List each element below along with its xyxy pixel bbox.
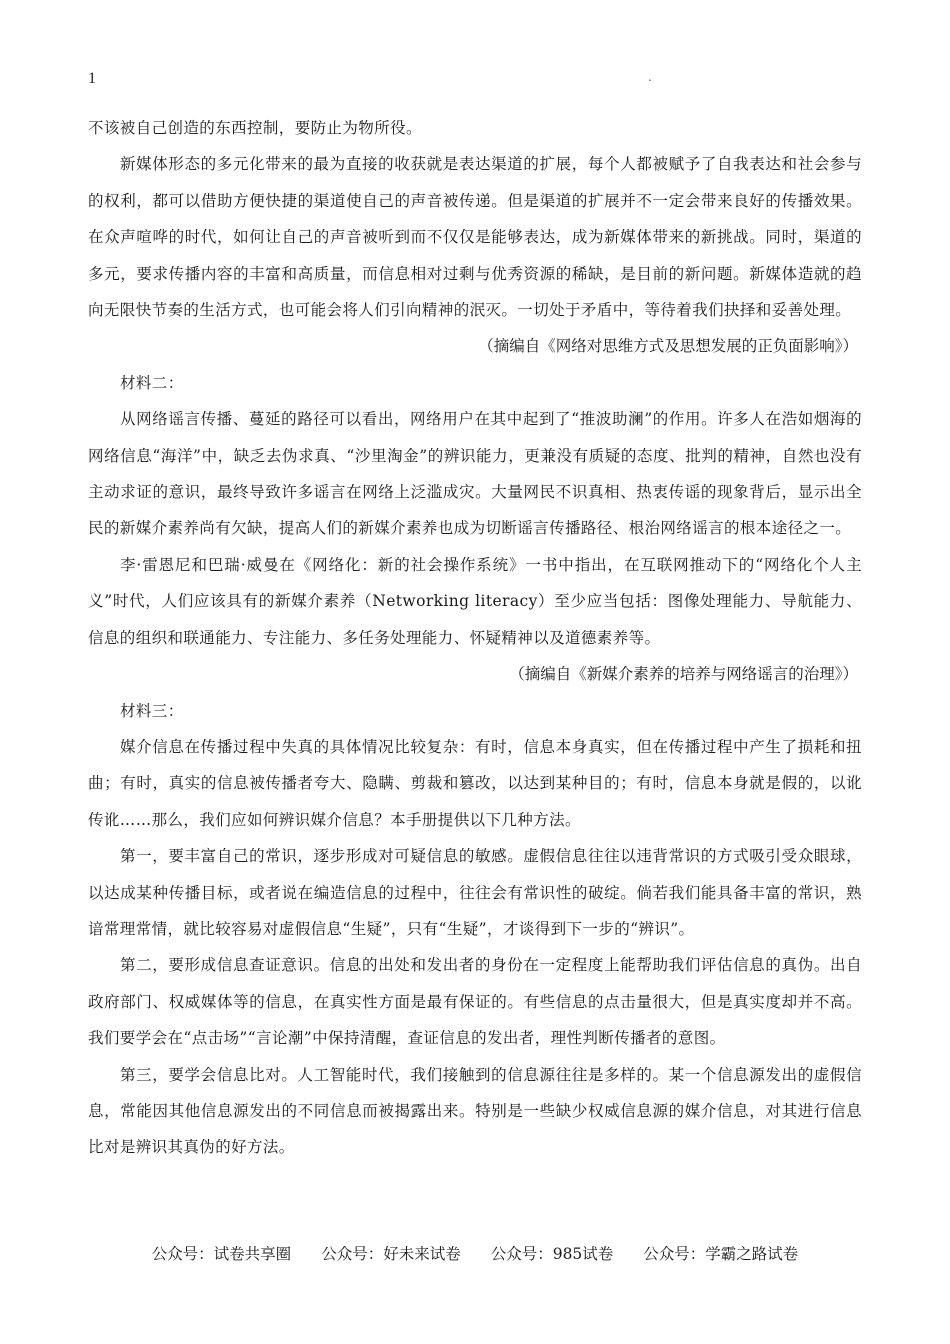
paragraph: 第三，要学会信息比对。人工智能时代，我们接触到的信息源往往是多样的。某一个信息源发出的虚假信息，常能因其他信息源发出的不同信息而被揭露出来。特别是一些缺少权威信息源的媒介信息，对其进行信息比对是辨识其真伪的好方法。 (88, 1065, 862, 1157)
material-heading: 材料三： (120, 701, 184, 720)
paragraph: 不该被自己创造的东西控制，要防止为物所役。 (88, 119, 422, 137)
corner-mark: . (648, 70, 652, 84)
material-heading: 材料二： (120, 373, 184, 392)
article-body (88, 110, 862, 1166)
paragraph: 李·雷恩尼和巴瑞·威曼在《网络化：新的社会操作系统》一书中指出，在互联网推动下的“网络化个人主义”时代，人们应该具有的新媒介素养（Networking literacy）至少应当包括：图像处理能力、导航能力、信息的组织和联通能力、专注能力、多任务处理能力、怀疑精神以及道德素养等。 (88, 555, 862, 647)
source-citation: （摘编自《新媒介素养的培养与网络谣言的治理》） (509, 665, 858, 684)
footer-account: 公众号：985试卷 (490, 1245, 614, 1263)
footer-account: 公众号：好未来试卷 (321, 1245, 461, 1263)
paragraph: 第二，要形成信息查证意识。信息的出处和发出者的身份在一定程度上能帮助我们评估信息的真伪。出自政府部门、权威媒体等的信息，在真实性方面是最有保证的。有些信息的点击量很大，但是真实度却并不高。我们要学会在“点击场”“言论潮”中保持清醒，查证信息的发出者，理性判断传播者的意图。 (88, 956, 862, 1048)
footer (0, 1240, 950, 1268)
paragraph: 从网络谣言传播、蔓延的路径可以看出，网络用户在其中起到了“推波助澜”的作用。许多人在浩如烟海的网络信息“海洋”中，缺乏去伪求真、“沙里淘金”的辨识能力，更兼没有质疑的态度、批判的精神，自然也没有主动求证的意识，最终导致许多谣言在网络上泛滥成灾。大量网民不识真相、热衷传谣的现象背后，显示出全民的新媒介素养尚有欠缺，提高人们的新媒介素养也成为切断谣言传播路径、根治网络谣言的根本途径之一。 (88, 410, 862, 538)
paragraph: 第一，要丰富自己的常识，逐步形成对可疑信息的敏感。虚假信息往往以违背常识的方式吸引受众眼球，以达成某种传播目标，或者说在编造信息的过程中，往往会有常识性的破绽。倘若我们能具备丰富的常识，熟谙常理常情，就比较容易对虚假信息“生疑”，只有“生疑”，才谈得到下一步的“辨识”。 (88, 847, 862, 938)
source-citation: （摘编自《网络对思维方式及思想发展的正负面影响》） (478, 337, 858, 356)
footer-account: 公众号：学霸之路试卷 (643, 1245, 799, 1263)
page-number: 1 (88, 70, 96, 87)
paragraph: 媒介信息在传播过程中失真的具体情况比较复杂：有时，信息本身真实，但在传播过程中产生了损耗和扭曲；有时，真实的信息被传播者夸大、隐瞒、剪裁和篡改，以达到某种目的；有时，信息本身就是假的，以讹传讹……那么，我们应如何辨识媒介信息？本手册提供以下几种方法。 (88, 737, 862, 829)
footer-account: 公众号：试卷共享圈 (151, 1245, 292, 1263)
paragraph: 新媒体形态的多元化带来的最为直接的收获就是表达渠道的扩展，每个人都被赋予了自我表达和社会参与的权利，都可以借助方便快捷的渠道使自己的声音被传递。但是渠道的扩展并不一定会带来良好的传播效果。在众声喧哗的时代，如何让自己的声音被听到而不仅仅是能够表达，成为新媒体带来的新挑战。同时，渠道的多元，要求传播内容的丰富和高质量，而信息相对过剩与优秀资源的稀缺，是目前的新问题。新媒体造就的趋向无限快节奏的生活方式，也可能会将人们引向精神的泯灭。一切处于矛盾中，等待着我们抉择和妥善处理。 (88, 155, 862, 320)
